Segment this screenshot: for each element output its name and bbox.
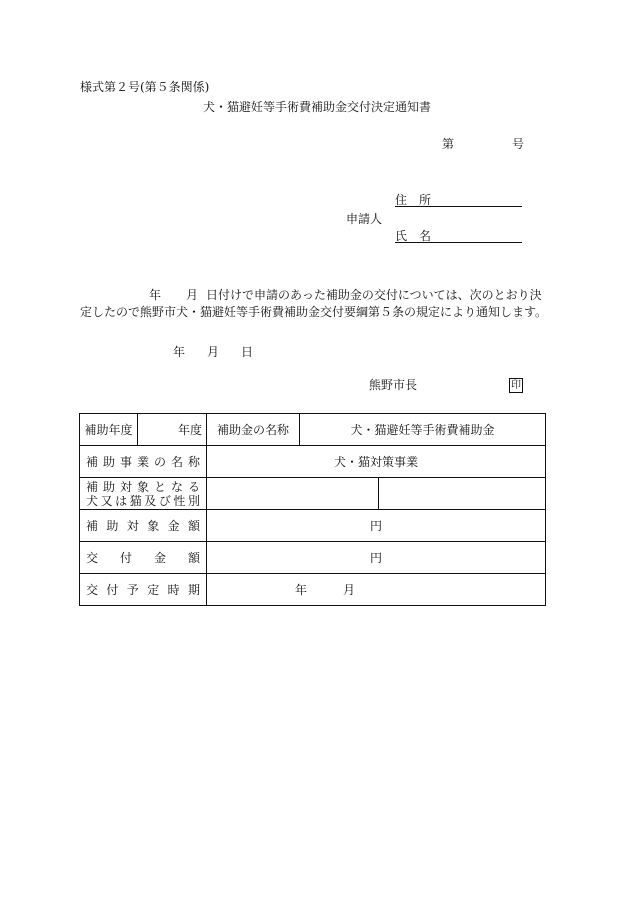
seal-icon: 印 (511, 380, 521, 391)
body-date-month: 月 (186, 288, 199, 302)
body-line1: 日付けで申請のあった補助金の交付については、次のとおり決 (206, 288, 542, 302)
table-row (80, 542, 546, 574)
issue-date-day: 日 (241, 345, 254, 359)
project-name-label: 補助事業の名称 (80, 446, 207, 478)
name-line (395, 228, 522, 243)
target-sex-value (379, 478, 546, 510)
eligible-amount-label: 補助対象金額 (80, 510, 207, 542)
table-row (80, 574, 546, 606)
document-title: 犬・猫避妊等手術費補助金交付決定通知書 (203, 100, 432, 114)
table-row (80, 510, 546, 542)
issue-date-month: 月 (207, 345, 220, 359)
grant-amount-label: 交付金額 (80, 542, 207, 574)
name-label-text: 氏 名 (395, 229, 432, 243)
address-line (395, 192, 522, 207)
target-animal-value (207, 478, 379, 510)
eligible-amount-value: 円 (207, 510, 546, 542)
doc-number-suffix: 号 (512, 137, 525, 151)
doc-number-prefix: 第 (442, 137, 455, 151)
address-label-text: 住 所 (395, 193, 432, 207)
form-number: 様式第２号(第５条関係) (80, 80, 210, 94)
target-animal-label-line2: 犬又は猫及び性別 (86, 493, 200, 508)
target-animal-label (80, 478, 207, 510)
subsidy-table (79, 413, 546, 606)
table-row (80, 414, 546, 446)
scheduled-year: 年 (295, 583, 308, 597)
applicant-label: 申請人 (346, 212, 383, 226)
issuer-name: 熊野市長 (369, 378, 418, 392)
scheduled-date-label: 交付予定時期 (80, 574, 207, 606)
fiscal-year-value: 年度 (138, 414, 207, 446)
issue-date-year: 年 (173, 345, 186, 359)
scheduled-month: 月 (343, 583, 356, 597)
fiscal-year-label: 補助年度 (80, 414, 138, 446)
body-date-year: 年 (149, 288, 162, 302)
target-animal-label-line1: 補助対象となる (86, 479, 200, 494)
subsidy-name-label: 補助金の名称 (207, 414, 300, 446)
subsidy-name-value: 犬・猫避妊等手術費補助金 (300, 414, 546, 446)
body-line2: 定したので熊野市犬・猫避妊等手術費補助金交付要綱第５条の規定により通知します。 (80, 305, 548, 319)
grant-amount-value: 円 (207, 542, 546, 574)
project-name-value: 犬・猫対策事業 (207, 446, 546, 478)
scheduled-date-value (207, 574, 546, 606)
seal-mark (509, 377, 523, 393)
table-row (80, 446, 546, 478)
table-row (80, 478, 546, 510)
